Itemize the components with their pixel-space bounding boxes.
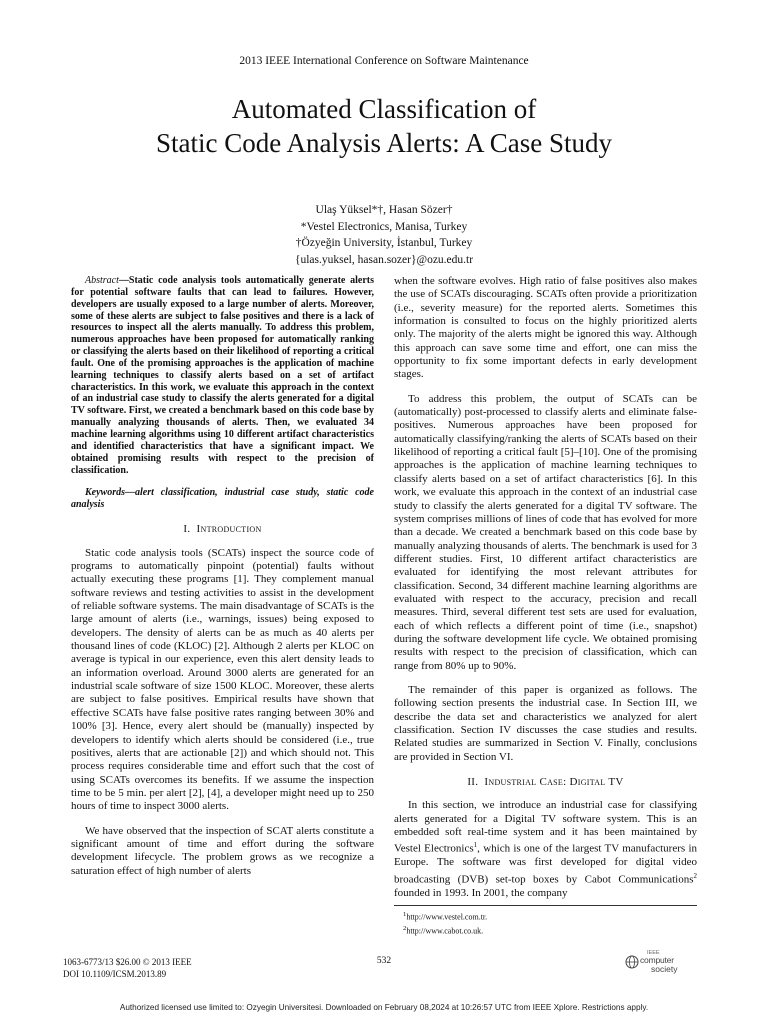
paragraph: when the software evolves. High ratio of false positives also makes the use of SCATs discouraging. SCATs often provide a prioritization (i.e., severity measure) for the reported alerts. Sometimes this information is consulted to focus on the highly prioritized alerts only. The majority of the alerts might be ignored this way. Although this approach can save some time and effort, one can miss the opportunity to fix some important defects in early development stages. [394, 275, 697, 381]
footnotes [394, 905, 697, 937]
left-column [71, 275, 374, 878]
paragraph [394, 799, 697, 900]
section-heading-introduction [71, 523, 374, 536]
ieee-computer-society-logo [625, 950, 695, 980]
section-heading-industrial-case [394, 776, 697, 789]
copyright-line: 1063-6773/13 $26.00 © 2013 IEEE [63, 957, 192, 967]
conference-header: 2013 IEEE International Conference on Software Maintenance [239, 55, 529, 67]
author-names: Ulaş Yüksel*†, Hasan Sözer† [315, 204, 453, 216]
section-title: Industrial Case: Digital TV [484, 776, 624, 789]
page-number: 532 [376, 956, 392, 966]
abstract [71, 275, 374, 476]
ieee-wordmark: IEEE [647, 950, 660, 956]
globe-icon [625, 955, 639, 969]
footnote-2 [394, 923, 697, 937]
paragraph-text: , which is one of the largest TV manufacturers in Europe. The software was first developed for digital video broadcasting (DVB) set-top boxes by Cabot Communications [394, 843, 697, 886]
footnote-1 [394, 909, 697, 923]
affiliation-ozyegin: †Özyeğin University, İstanbul, Turkey [295, 237, 473, 249]
paragraph-text: founded in 1993. In 2001, the company [394, 886, 568, 899]
doi-line: DOI 10.1109/ICSM.2013.89 [63, 969, 167, 979]
paragraph: The remainder of this paper is organized as follows. The following section presents the industrial case. In Section III, we describe the data set and characteristics we analyzed for alert classification. Section IV discusses the case studies and results. Related studies are summarized in Section V. Finally, conclusions are provided in Section VI. [394, 683, 697, 763]
abstract-dash: — [118, 275, 129, 286]
abstract-text: Static code analysis tools automatically generate alerts for potential software faults that can lead to failures. However, developers are usually exposed to a large number of alerts. Moreover, some of these alerts are subject to false positives and there is a lack of resources to inspect all the alerts manually. To address this problem, numerous approaches have been proposed for automatically ranking or classifying the alerts based on their likelihood of reporting a critical fault. One of the promising approaches is the application of machine learning techniques to classify alerts based on a set of artifact characteristics. In this work, we evaluate this approach in the context of an industrial case study to classify the alerts generated for a digital TV software. First, we created a benchmark based on this code base by manually analyzing thousands of alerts. Then, we evaluated 34 machine learning algorithms using 10 different artifact characteristics and identified characteristics that have a significant impact. We obtained promising results with respect to the precision of classification. [71, 275, 374, 476]
footnote-number: 2 [403, 925, 407, 933]
right-column [394, 275, 697, 900]
footnote-url: http://www.vestel.com.tr. [406, 912, 488, 922]
paragraph-text: In this section, we introduce an industrial case for classifying alerts generated for a Digital TV software system. This is an embedded soft real-time system and it has been maintained by Vestel Electronics [394, 799, 697, 856]
logo-computer-text: computer [640, 955, 674, 965]
footnote-ref: 2 [693, 871, 697, 880]
footnote-number: 1 [403, 911, 407, 918]
affiliation-vestel: *Vestel Electronics, Manisa, Turkey [300, 220, 468, 233]
keywords: Keywords—alert classification, industrial case study, static code analysis [71, 487, 374, 511]
logo-society-text: society [651, 964, 678, 974]
authorized-use-notice: Authorized licensed use limited to: Ozyegin Universitesi. Downloaded on February 08,2024 at 10:26:57 UTC from IEEE Xplore. Restrictions apply. [119, 1003, 649, 1012]
paragraph: We have observed that the inspection of SCAT alerts constitute a significant amount of time and effort during the software development lifecycle. The problem grows as we recognize a saturation effect of high number of alerts [71, 824, 374, 877]
title-line-2: Static Code Analysis Alerts: A Case Study [155, 128, 612, 158]
title-line-1: Automated Classification of [231, 94, 537, 124]
footnote-ref: 1 [473, 841, 478, 850]
paper-title [0, 92, 768, 160]
paragraph: To address this problem, the output of SCATs can be (automatically) post-processed to classify alerts and eliminate false-positives. Numerous approaches have been proposed for automatically classifying/ranking the alerts of SCATs based on their likelihood of reporting a critical fault [5]–[10]. One of the promising approaches is the application of machine learning techniques to classify alerts based on a set of artifact characteristics [6]. In this work, we evaluate this approach in the context of an industrial case study to classify the alerts generated for a digital TV software. The system comprises millions of lines of code that has evolved for more than a decade. We created a benchmark based on this code base by manually analyzing thousands of alerts. The benchmark is used for 3 different studies. First, 10 different artifact characteristics are evaluated for identifying the most relevant attributes for classification. Second, 34 different machine learning algorithms are evaluated with respect to the accuracy, precision and recall measures. Third, several different test sets are used for evaluation, each of which reflects a different point of time (i.e., snapshot) during the software development life cycle. We obtained promising results with respect to the precision of classification, which can range from 80% up to 90%. [394, 392, 697, 672]
footnote-url: http://www.cabot.co.uk. [406, 926, 484, 936]
section-number: I. [183, 523, 191, 536]
section-number: II. [467, 776, 479, 789]
author-emails: {ulas.yuksel, hasan.sozer}@ozu.edu.tr [294, 253, 474, 266]
abstract-lead: Abstract [85, 275, 119, 286]
section-title: Introduction [196, 523, 262, 536]
author-block [0, 202, 768, 268]
paragraph: Static code analysis tools (SCATs) inspect the source code of programs to automatically pinpoint (potential) faults without actually executing these programs [1]. They complement manual software reviews and testing activities to assist in the development of reliable software systems. The main disadvantage of SCATs is the large amount of alerts (i.e., warnings, issues) being exposed to developers. The density of alerts can be as much as 40 alerts per thousand lines of code (KLOC) [2]. Although 2 alerts per KLOC on average is typical in our experience, even this alert density leads to an information overload. Around 3000 alerts are generated for an industrial scale software of size 1500 KLOC. Moreover, these alerts are subject to false positives. Empirical results have shown that effective SCATs have false positive rates ranging between 30% and 100% [3]. Hence, every alert should be (manually) inspected by developers to identify which alerts should be considered (i.e., true positives, alerts that are actionable [2]) and which should not. This process requires considerable time and effort such that the cost of using SCATs overcomes its benefits. If we assume the inspection time to be 5 min. per alert [2], [4], a developer might need up to 250 hours of time to inspect 3000 alerts. [71, 546, 374, 813]
